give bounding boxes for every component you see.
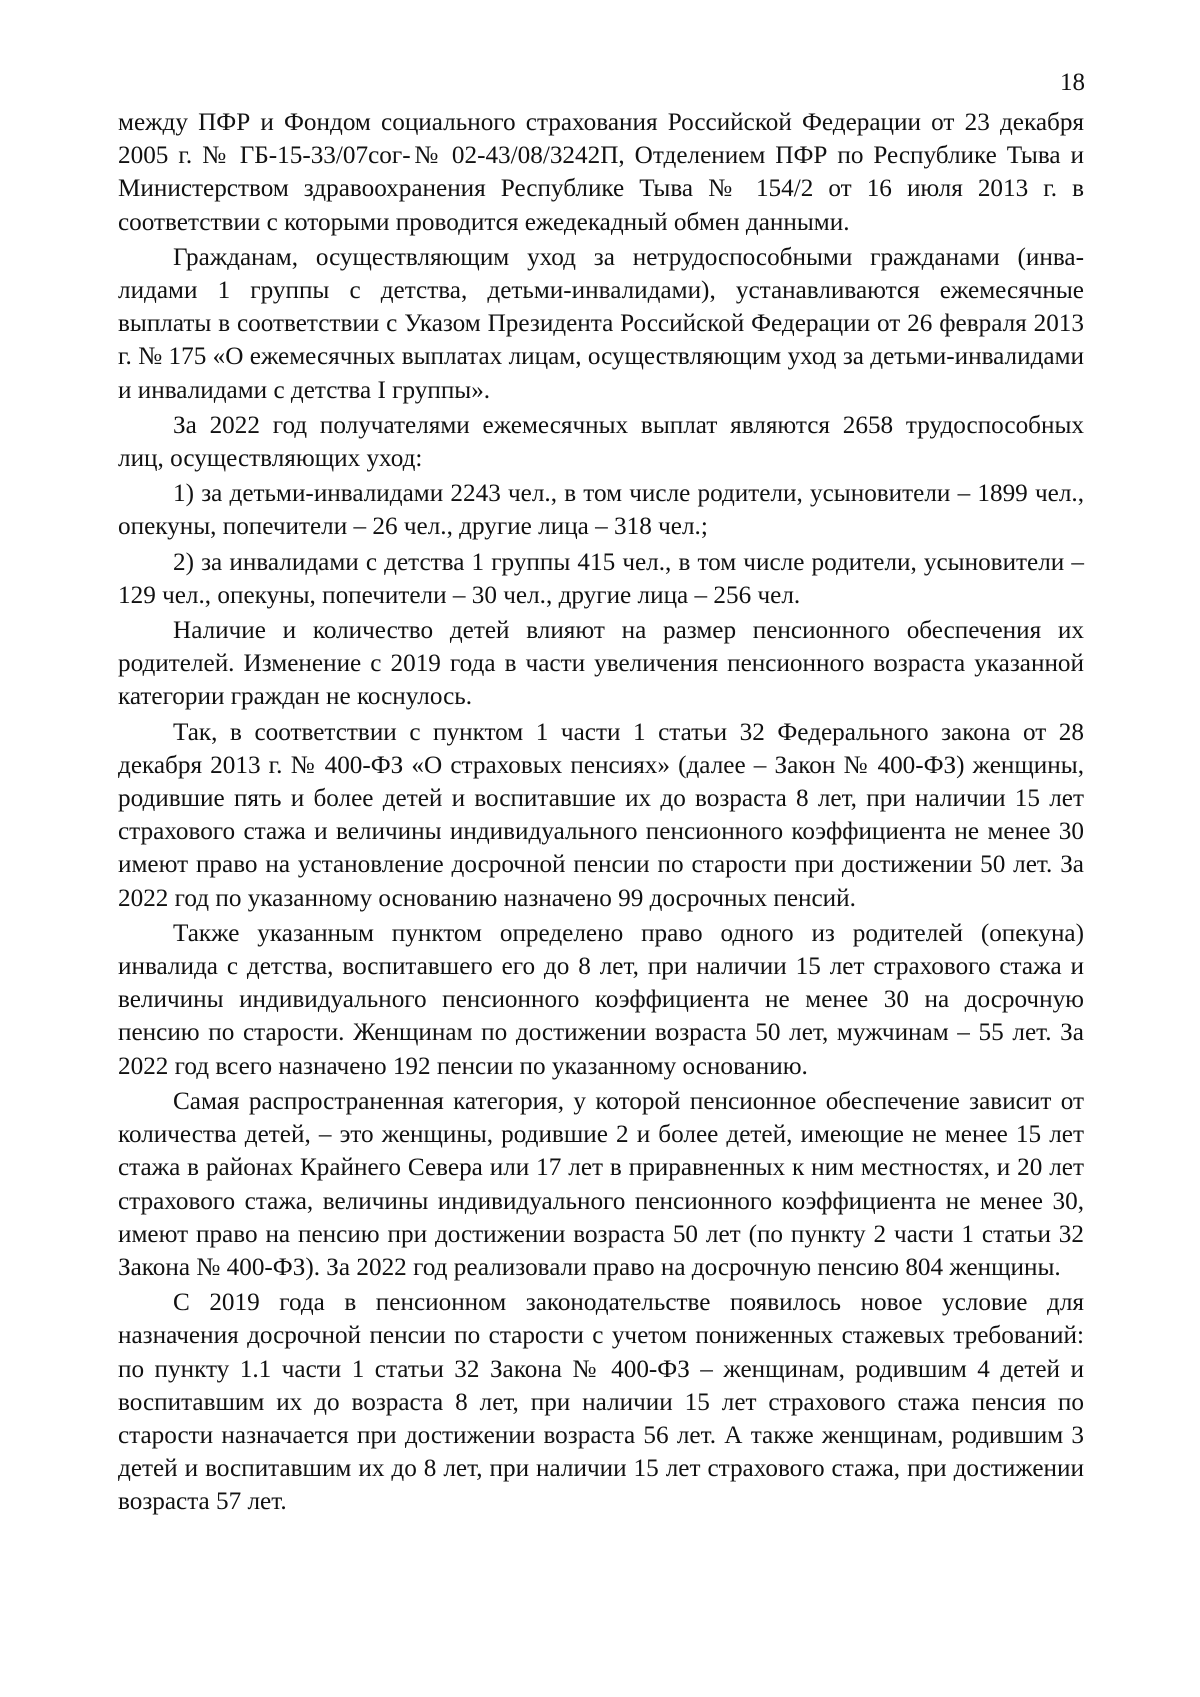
paragraph-continuation: между ПФР и Фондом социального страхования Российской Федерации от 23 декабря 2005 г. № ГБ-15-33/07сог-№ 02-43/08/3242П, Отделением ПФР по Республике Тыва и Министерством здравоохранения Республике Тыва № 154/2 от 16 июля 2013 г. в соответствии с которыми проводится ежедекадный обмен данными. [118, 109, 1084, 236]
paragraph-children-pension: Наличие и количество детей влияют на размер пенсионного обеспечения их родителей. Изменение с 2019 года в части увеличения пенсионного возраста указанной категории граждан не коснулось. [118, 617, 1084, 711]
paragraph-northern-regions: Самая распространенная категория, у которой пенсионное обеспечение зависит от количества детей, – это женщины, родившие 2 и более детей, имеющие не менее 15 лет стажа в районах Крайнего Севера или 17 лет в приравненных к ним местностях, и 20 лет страхового стажа, величины индивидуального пенсионного коэффициента не менее 30, имеют право на пенсию при достижении возраста 50 лет (по пункту 2 части 1 статьи 32 Закона № 400-ФЗ). За 2022 год реализовали право на досрочную пенсию 804 женщины. [118, 1087, 1084, 1281]
list-item-disabled-children: 1) за детьми-инвалидами 2243 чел., в том числе родители, усыновители – 1899 чел., опекуны, попечители – 26 чел., другие лица – 318 чел.; [118, 480, 1084, 541]
paragraph-parent-of-disabled: Также указанным пунктом определено право одного из родителей (опекуна) инвалида с детства, воспитавшего его до 8 лет, при наличии 15 лет страхового стажа и величины индивидуального пенсионного коэффициента не менее 30 на досрочную пенсию по старости. Женщинам по достижении возраста 50 лет, мужчинам – 55 лет. За 2022 год всего назначено 192 пенсии по указанному основанию. [118, 919, 1084, 1080]
page-number: 18 [1060, 69, 1085, 96]
list-item-disabled-since-childhood: 2) за инвалидами с детства 1 группы 415 чел., в том числе родители, усыновители – 129 чел., опекуны, попечители – 30 чел., другие лица – 256 чел. [118, 548, 1084, 609]
document-body [118, 106, 1084, 1521]
paragraph-care-payments: Гражданам, осуществляющим уход за нетрудоспособными гражданами (инвалидами 1 группы с детства, детьми-инвалидами), устанавливаются ежемесячные выплаты в соответствии с Указом Президента Российской Федерации от 26 февраля 2013 г. № 175 «О ежемесячных выплатах лицам, осуществляющим уход за детьми-инвалидами и инвалидами с детства I группы». [118, 243, 1084, 404]
paragraph-recipients-2022: За 2022 год получателями ежемесячных выплат являются 2658 трудоспособных лиц, осуществляющих уход: [118, 411, 1084, 473]
paragraph-five-children: Так, в соответствии с пунктом 1 части 1 статьи 32 Федерального закона от 28 декабря 2013 г. № 400-ФЗ «О страховых пенсиях» (далее – Закон № 400-ФЗ) женщины, родившие пять и более детей и воспитавшие их до возраста 8 лет, при наличии 15 лет страхового стажа и величины индивидуального пенсионного коэффициента не менее 30 имеют право на установление досрочной пенсии по старости при достижении 50 лет. За 2022 год по указанному основанию назначено 99 досрочных пенсий. [118, 718, 1084, 912]
paragraph-new-condition-2019: С 2019 года в пенсионном законодательстве появилось новое условие для назначения досрочной пенсии по старости с учетом пониженных стажевых требований: по пункту 1.1 части 1 статьи 32 Закона № 400-ФЗ – женщинам, родившим 4 детей и воспитавшим их до возраста 8 лет, при наличии 15 лет страхового стажа пенсия по старости назначается при достижении возраста 56 лет. А также женщинам, родившим 3 детей и воспитавшим их до 8 лет, при наличии 15 лет страхового стажа, при достижении возраста 57 лет. [118, 1289, 1084, 1516]
